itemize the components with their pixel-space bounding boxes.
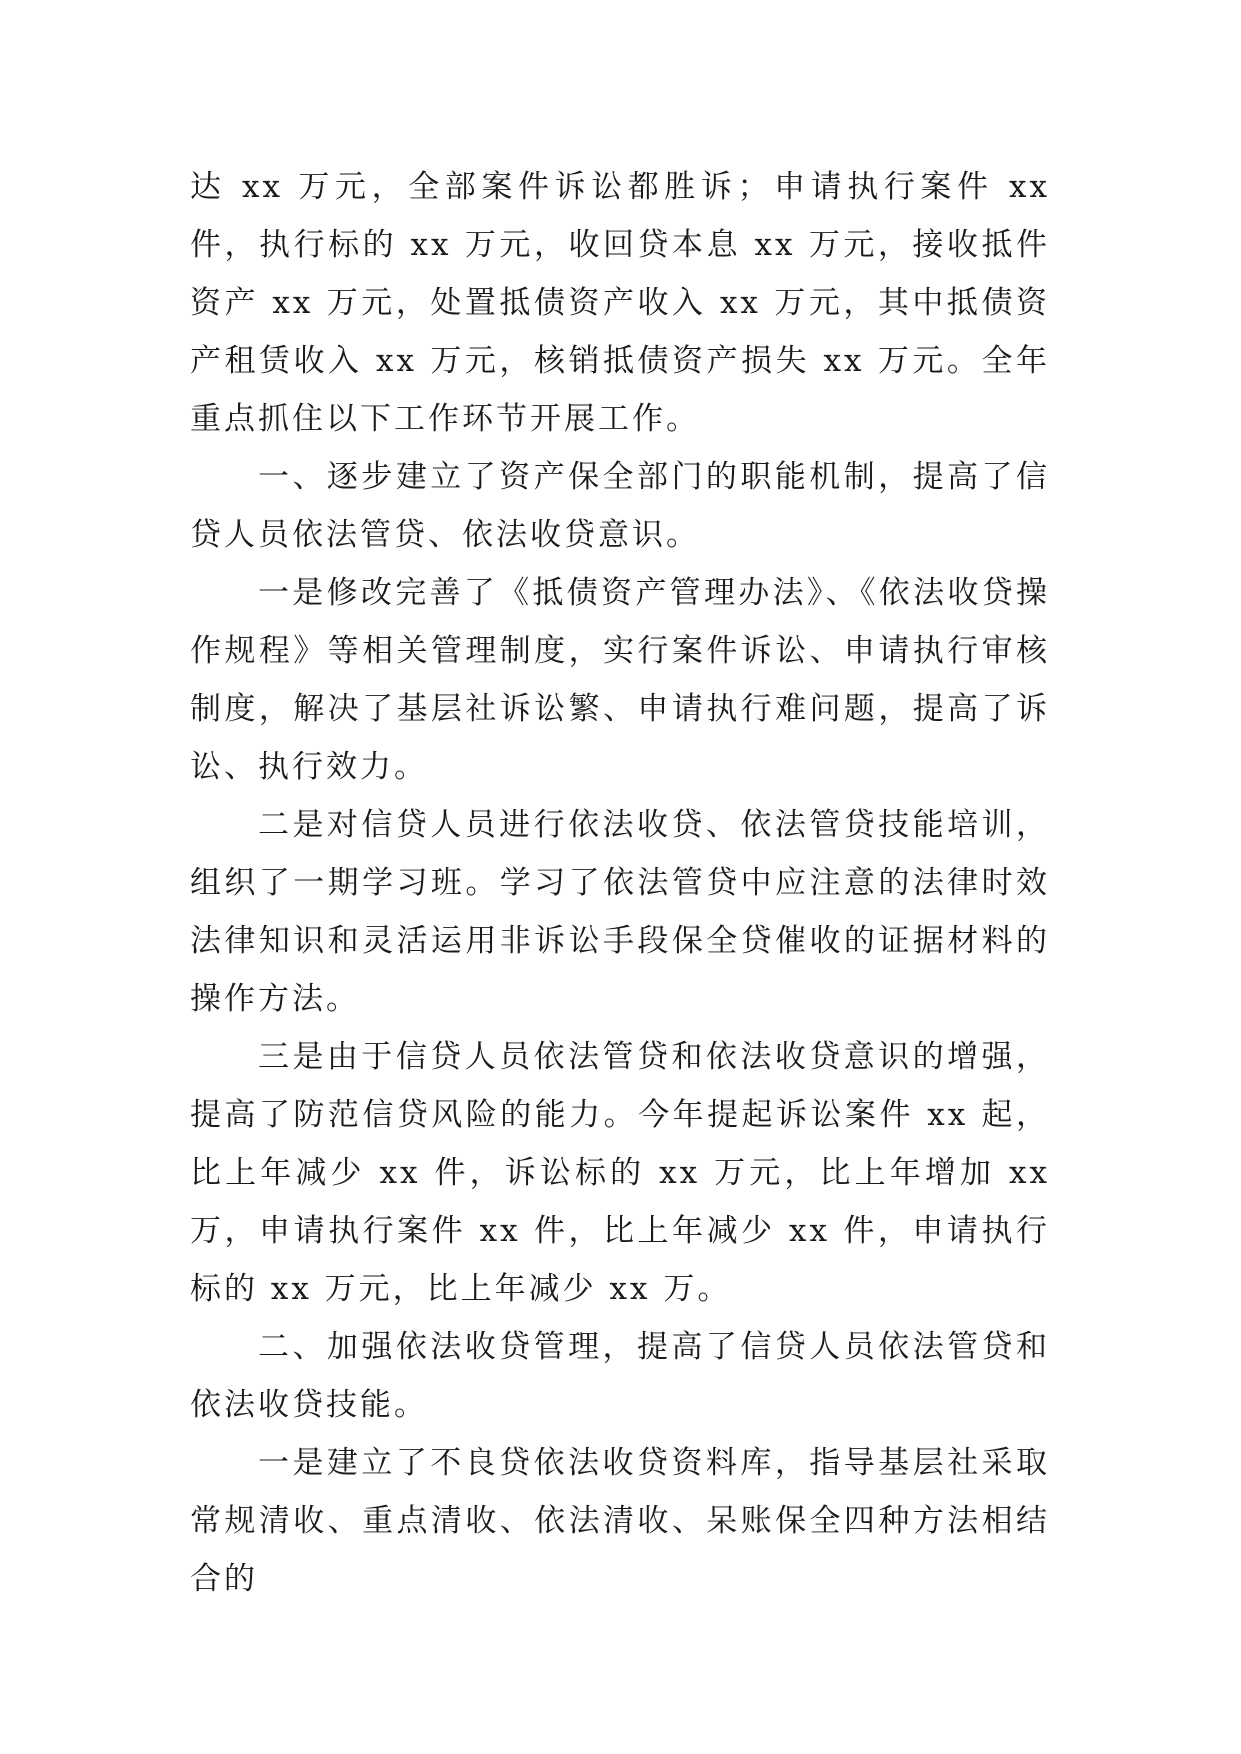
- paragraph-point-one: 一是修改完善了《抵债资产管理办法》、《依法收贷操作规程》等相关管理制度，实行案件诉讼、申请执行审核制度，解决了基层社诉讼繁、申请执行难问题，提高了诉讼、执行效力。: [190, 575, 1050, 785]
- document-body: [190, 158, 1050, 1608]
- paragraph-point-three: 三是由于信贷人员依法管贷和依法收贷意识的增强，提高了防范信贷风险的能力。今年提起诉讼案件 xx 起，比上年减少 xx 件，诉讼标的 xx 万元，比上年增加 xx 万，申请执行案件 xx 件，比上年减少 xx 件，申请执行标的 xx 万元，比上年减少 xx 万。: [190, 1039, 1050, 1307]
- heading-section-two: 二、加强依法收贷管理，提高了信贷人员依法管贷和依法收贷技能。: [190, 1329, 1050, 1423]
- heading-section-one: 一、逐步建立了资产保全部门的职能机制，提高了信贷人员依法管贷、依法收贷意识。: [190, 459, 1050, 553]
- paragraph-continuation: 达 xx 万元，全部案件诉讼都胜诉；申请执行案件 xx 件，执行标的 xx 万元，收回贷本息 xx 万元，接收抵件资产 xx 万元，处置抵债资产收入 xx 万元，其中抵债资产租赁收入 xx 万元，核销抵债资产损失 xx 万元。全年重点抓住以下工作环节开展工作。: [190, 169, 1050, 437]
- paragraph-point-two: 二是对信贷人员进行依法收贷、依法管贷技能培训，组织了一期学习班。学习了依法管贷中应注意的法律时效法律知识和灵活运用非诉讼手段保全贷催收的证据材料的操作方法。: [190, 807, 1050, 1017]
- paragraph-section-two-point-one: 一是建立了不良贷依法收贷资料库，指导基层社采取常规清收、重点清收、依法清收、呆账保全四种方法相结合的: [190, 1445, 1050, 1597]
